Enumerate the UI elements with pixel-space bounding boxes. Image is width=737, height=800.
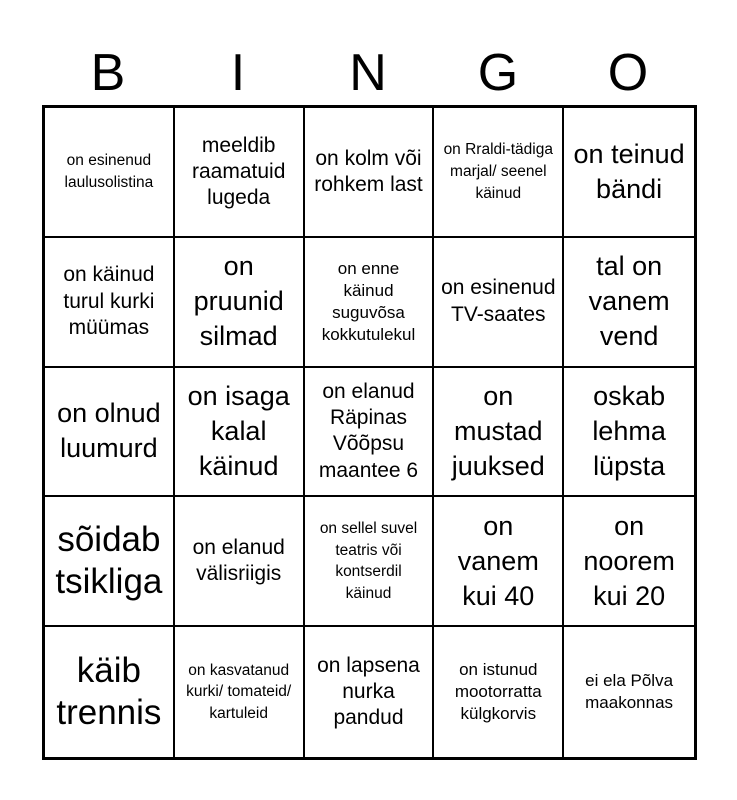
bingo-cell[interactable]: on istunud mootorratta külgkorvis <box>434 627 564 757</box>
header-letter-o: O <box>607 44 649 102</box>
bingo-cell[interactable]: oskab lehma lüpsta <box>564 368 694 498</box>
bingo-cell[interactable]: on lapsena nurka pandud <box>305 627 435 757</box>
bingo-grid <box>42 105 697 760</box>
bingo-cell[interactable]: on kasvatanud kurki/ tomateid/ kartuleid <box>175 627 305 757</box>
bingo-cell[interactable]: on käinud turul kurki müümas <box>45 238 175 368</box>
header-letter-b: B <box>90 44 126 102</box>
bingo-cell[interactable]: on esinenud TV-saates <box>434 238 564 368</box>
bingo-cell[interactable]: käib trennis <box>45 627 175 757</box>
header-letter-i: I <box>230 44 246 102</box>
bingo-cell[interactable]: on noorem kui 20 <box>564 497 694 627</box>
bingo-cell[interactable]: on kolm või rohkem last <box>305 108 435 238</box>
bingo-cell[interactable]: on Rraldi-tädiga marjal/ seenel käinud <box>434 108 564 238</box>
bingo-cell[interactable]: ei ela Põlva maakonnas <box>585 671 674 713</box>
bingo-cell[interactable]: on enne käinud suguvõsa kokkutulekul <box>305 238 435 368</box>
bingo-cell[interactable]: on elanud välisriigis <box>175 497 305 627</box>
bingo-cell[interactable]: meeldib raamatuid lugeda <box>175 108 305 238</box>
bingo-cell[interactable]: on olnud luumurd <box>45 368 175 498</box>
bingo-cell[interactable]: on teinud bändi <box>564 108 694 238</box>
header-letter-g: G <box>477 44 519 102</box>
bingo-header <box>43 40 693 106</box>
bingo-cell[interactable]: on esinenud laulusolistina <box>45 108 175 238</box>
bingo-cell[interactable]: on mustad juuksed <box>434 368 564 498</box>
bingo-cell[interactable]: on vanem kui 40 <box>434 497 564 627</box>
bingo-cell[interactable]: on pruunid silmad <box>175 238 305 368</box>
bingo-cell[interactable]: on sellel suvel teatris või kontserdil käinud <box>305 497 435 627</box>
bingo-cell[interactable]: on elanud Räpinas Võõpsu maantee 6 <box>305 368 435 498</box>
bingo-cell[interactable]: sõidab tsikliga <box>45 497 175 627</box>
bingo-cell[interactable]: tal on vanem vend <box>564 238 694 368</box>
header-letter-n: N <box>349 44 387 102</box>
bingo-cell[interactable]: on isaga kalal käinud <box>175 368 305 498</box>
